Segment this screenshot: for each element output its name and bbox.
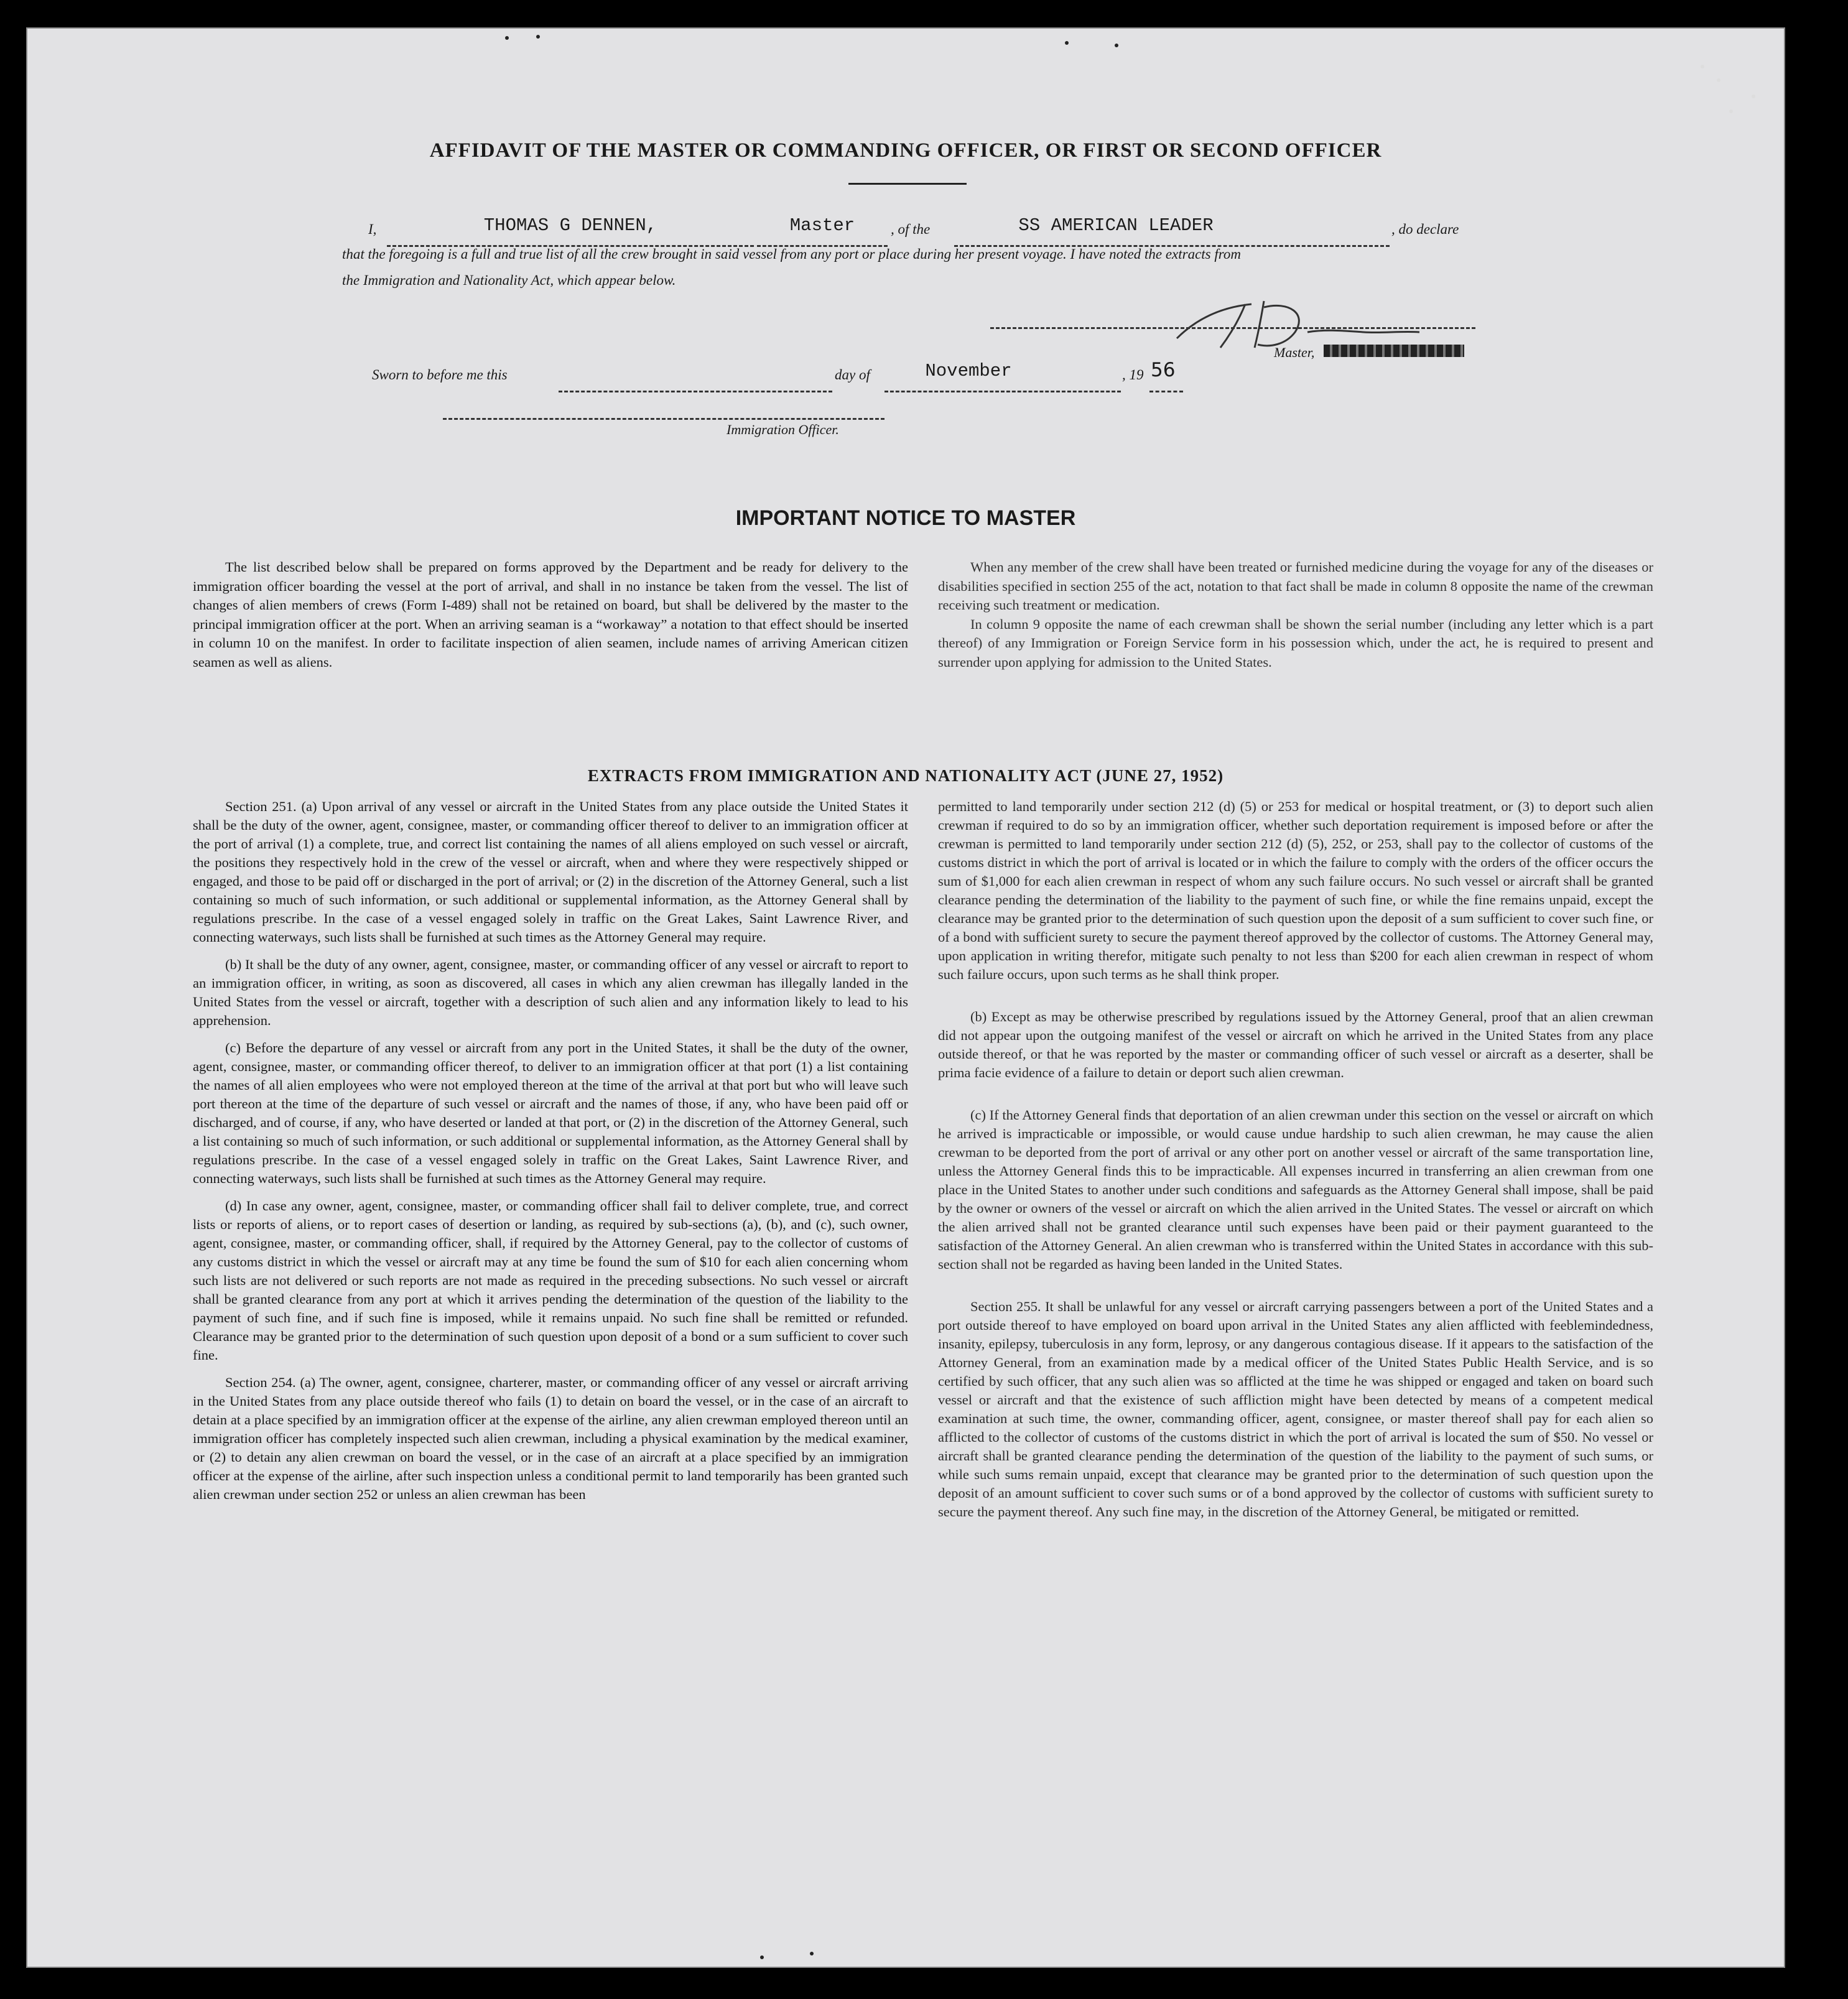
master-name: THOMAS G DENNEN, [483, 215, 657, 236]
do-declare-label: , do declare [1391, 221, 1459, 237]
sworn-month: November [925, 361, 1012, 381]
section-251-d: (d) In case any owner, agent, consignee, master, or commanding officer shall fail to deliver complete, true, and correct lists or reports of aliens, or to report cases of desertion or landing, as required by sub-sections (a), (b), and (c), such owner, agent, consignee, master, or commanding officer, shall, if required by the Attorney General, pay to the collector of customs of any customs district in which the vessel or aircraft may at any time be found the sum of $10 for each alien concerning whom such lists are not delivered or such reports are not made as required in the preceding subsections. No such vessel or aircraft shall be granted clearance from any port at which it arrives pending the determination of the question of the liability to the payment of such fine, and if such fine is imposed, while it remains unpaid. No such fine shall be remitted or refunded. Clearance may be granted prior to the determination of such question upon deposit of a bond or a sum sufficient to cover such fine. [193, 1198, 908, 1363]
of-the-label: , of the [891, 221, 931, 237]
scan-speck [536, 35, 540, 39]
notice-left [193, 558, 908, 672]
scan-speck [1065, 41, 1069, 45]
section-254-c: (c) If the Attorney General finds that deportation of an alien crewman under this section on the vessel or aircraft on which he arrived is impracticable or impossible, or would cause undue hardship to such alien crewman, he may cause the alien crewman to be deported from the port of arrival or any other port on another vessel or aircraft of the same transportation line, unless the Attorney General finds this to be impracticable. All expenses incurred in transferring an alien crewman from one place in the United States to another under such conditions and safeguards as the Attorney General shall impose, shall be paid by the owner or owners of the vessel or aircraft on which the alien arrived in the United States. The vessel or aircraft on which the alien arrived shall not be granted clearance until such expenses have been paid or their payment guaranteed to the satisfaction of the Attorney General. An alien crewman who is transferred within the United States in accordance with this sub-section shall not be regarded as having been landed in the United States. [938, 1107, 1653, 1272]
struck-text [1324, 345, 1464, 357]
sworn-label: Sworn to before me this [372, 367, 508, 383]
scan-speck [760, 1955, 764, 1959]
immigration-officer-label: Immigration Officer. [727, 422, 839, 437]
vessel-name: SS AMERICAN LEADER [1018, 215, 1214, 236]
extracts-right-column [938, 797, 1653, 1530]
section-254-a: Section 254. (a) The owner, agent, consignee, charterer, master, or commanding officer of any vessel or aircraft arriving in the United States from any place outside thereof who fails (1) to detain on board the vessel, or in the case of an aircraft to detain at a place specified by an immigration officer at the expense of the airline, any alien crewman employed thereon until an immigration officer has completely inspected such alien crewman, including a physical examination by the medical examiner, or (2) to detain any alien crewman on board the vessel, or in the case of an aircraft at a place specified by an immigration officer at the expense of the airline, after such inspection unless a conditional permit to land temporarily has been granted such alien crewman under section 252 or unless an alien crewman has been [193, 1375, 908, 1502]
notice-title: IMPORTANT NOTICE TO MASTER [735, 506, 1076, 530]
section-254-a-continued: permitted to land temporarily under section 212 (d) (5) or 253 for medical or hospital treatment, or (3) to deport such alien crewman if required to do so by an immigration officer, whether such deportation requirement is imposed before or after the crewman is permitted to land temporarily under section 212 (d) (5), 252, or 253, shall pay to the collector of customs of the customs district in which the port of arrival is located or in which the failure to comply with the orders of the officer occurs the sum of $1,000 for each alien crewman in respect of whom any such failure occurs. No such vessel or aircraft shall be granted clearance pending the determination of the liability to the payment of such fine, or while the fine remains unpaid, except the clearance may be granted prior to the determination of such question upon the deposit of a sum sufficient to cover such fine, or of a bond with sufficient surety to secure the payment thereof approved by the collector of customs. The Attorney General may, upon application in writing therefor, mitigate such penalty to not less than $200 for each alien crewman in respect of whom such failure occurs, upon such terms as he shall think proper. [938, 799, 1653, 982]
day-of-label: day of [835, 367, 870, 383]
scan-speck [1115, 44, 1118, 47]
section-251-b: (b) It shall be the duty of any owner, agent, consignee, master, or commanding officer of any vessel or aircraft to report to an immigration officer, in writing, as soon as discovered, all cases in which any alien crewman has illegally landed in the United States from the vessel or aircraft, together with a description of such alien and any information likely to lead to his apprehension. [193, 957, 908, 1028]
scan-speck [810, 1952, 814, 1955]
i-label: I, [368, 221, 377, 237]
margin-speck [1717, 78, 1720, 82]
notice-left-text: The list described below shall be prepared on forms approved by the Department and be ready for delivery to the immigration officer boarding the vessel at the port of arrival, and shall in no instance be taken from the vessel. The list of changes of alien members of crews (Form I-489) shall not be retained on board, but shall be delivered by the master to the principal immigration officer at the port. When an arriving seaman is a “workaway” a notation to that effect should be inserted in column 10 on the manifest. In order to facilitate inspection of alien seamen, include names of arriving American citizen seamen as well as aliens. [193, 559, 908, 670]
declaration-line-2: that the foregoing is a full and true list of all the crew brought in said vessel from any port or place during her present voyage. I have noted the extracts from [342, 246, 1241, 262]
section-254-b: (b) Except as may be otherwise prescribed by regulations issued by the Attorney General, proof that an alien crewman did not appear upon the outgoing manifest of the vessel or aircraft on which he arrived in the United States from any place outside thereof, or that he was reported by the master or commanding officer of such vessel or aircraft as a deserter, shall be prima facie evidence of a failure to detain or deport such alien crewman. [938, 1009, 1653, 1080]
notice-right-2: In column 9 opposite the name of each crewman shall be shown the serial number (including any letter which is a part thereof) of any Immigration or Foreign Service form in his possession which, under the act, he is required to present and surrender upon applying for admission to the United States. [938, 616, 1653, 670]
margin-speck [1729, 109, 1733, 113]
heading-rule [848, 183, 967, 185]
affidavit-heading: AFFIDAVIT OF THE MASTER OR COMMANDING OFFICER, OR FIRST OR SECOND OFFICER [429, 139, 1382, 162]
scan-speck [505, 36, 509, 40]
section-251-c: (c) Before the departure of any vessel or aircraft from any port in the United States, it shall be the duty of the owner, agent, consignee, master, or commanding officer thereof, to deliver to an immigration officer at that port (1) a list containing the names of all alien employees who were not employed thereon at the time of the arrival at that port but who will leave such port thereon at the time of the departure of such vessel or aircraft and the names of those, if any, who have been paid off or discharged, and of course, if any, who have deserted or landed at that port, or (2) in the discretion of the Attorney General, such a list containing so much of such information, or such additional or supplemental information, as the Attorney General shall by regulations prescribe. In the case of a vessel engaged solely in traffic on the Great Lakes, Saint Lawrence River, and connecting waterways, such lists shall be furnished at such times as the Attorney General may require. [193, 1040, 908, 1186]
section-251-a: Section 251. (a) Upon arrival of any vessel or aircraft in the United States from any place outside the United States it shall be the duty of the owner, agent, consignee, master, or commanding officer thereof to deliver to an immigration officer at the port of arrival (1) a complete, true, and correct list containing the names of all aliens employed on such vessel or aircraft, the positions they respectively hold in the crew of the vessel or aircraft, when and where they were respectively shipped or engaged, and those to be paid off or discharged in the port of arrival; or (2) in the discretion of the Attorney General, such a list containing so much of such information, or such additional or supplemental information, as the Attorney General shall by regulations prescribe. In the case of a vessel engaged solely in traffic on the Great Lakes, Saint Lawrence River, and connecting waterways, such lists shall be furnished at such times as the Attorney General may require. [193, 799, 908, 945]
declaration-line-3: the Immigration and Nationality Act, which appear below. [342, 272, 676, 288]
extracts-title: EXTRACTS FROM IMMIGRATION AND NATIONALITY ACT (JUNE 27, 1952) [587, 766, 1224, 785]
section-255: Section 255. It shall be unlawful for any vessel or aircraft carrying passengers between a port of the United States and a port outside thereof to have employed on board upon arrival in the United States any alien afflicted with feeblemindedness, insanity, epilepsy, tuberculosis in any form, leprosy, or any dangerous contagious disease. If it appears to the satisfaction of the Attorney General, from an examination made by a medical officer of the United States Public Health Service, and is so certified by such officer, that any such alien was so afflicted at the time he was shipped or engaged and taken on board such vessel or aircraft and that the existence of such affliction might have been detected by means of a competent medical examination at such time, the owner, commanding officer, agent, consignee, or master thereof shall pay for each alien so afflicted to the collector of customs of the customs district in which the port of arrival is located the sum of $50. No vessel or aircraft shall be granted clearance pending the determination of the question of the liability to the payment of such sums, or while such sums remain unpaid, except that clearance may be granted prior to the determination of such question upon the deposit of an amount sufficient to cover such sums or of a bond approved by the collector of customs with sufficient surety to secure the payment thereof. Any such fine may, in the discretion of the Attorney General, be mitigated or remitted. [938, 1299, 1653, 1519]
rank-value: Master [789, 215, 855, 236]
sworn-day-blank [559, 373, 832, 392]
officer-signature-line [443, 410, 885, 420]
year-prefix: , 19 [1122, 367, 1144, 383]
extracts-left-column [193, 797, 908, 1504]
master-label: Master, [1274, 345, 1315, 360]
sworn-year: 56 [1151, 359, 1176, 381]
notice-right-1: When any member of the crew shall have been treated or furnished medicine during the voyage for any of the diseases or disabilities specified in section 255 of the act, notation to that fact shall be made in column 8 opposite the name of the crewman receiving such treatment or medication. [938, 559, 1653, 613]
document-page [26, 27, 1785, 1968]
margin-speck [1752, 95, 1755, 98]
notice-right [938, 558, 1653, 672]
margin-speck [1701, 65, 1704, 68]
